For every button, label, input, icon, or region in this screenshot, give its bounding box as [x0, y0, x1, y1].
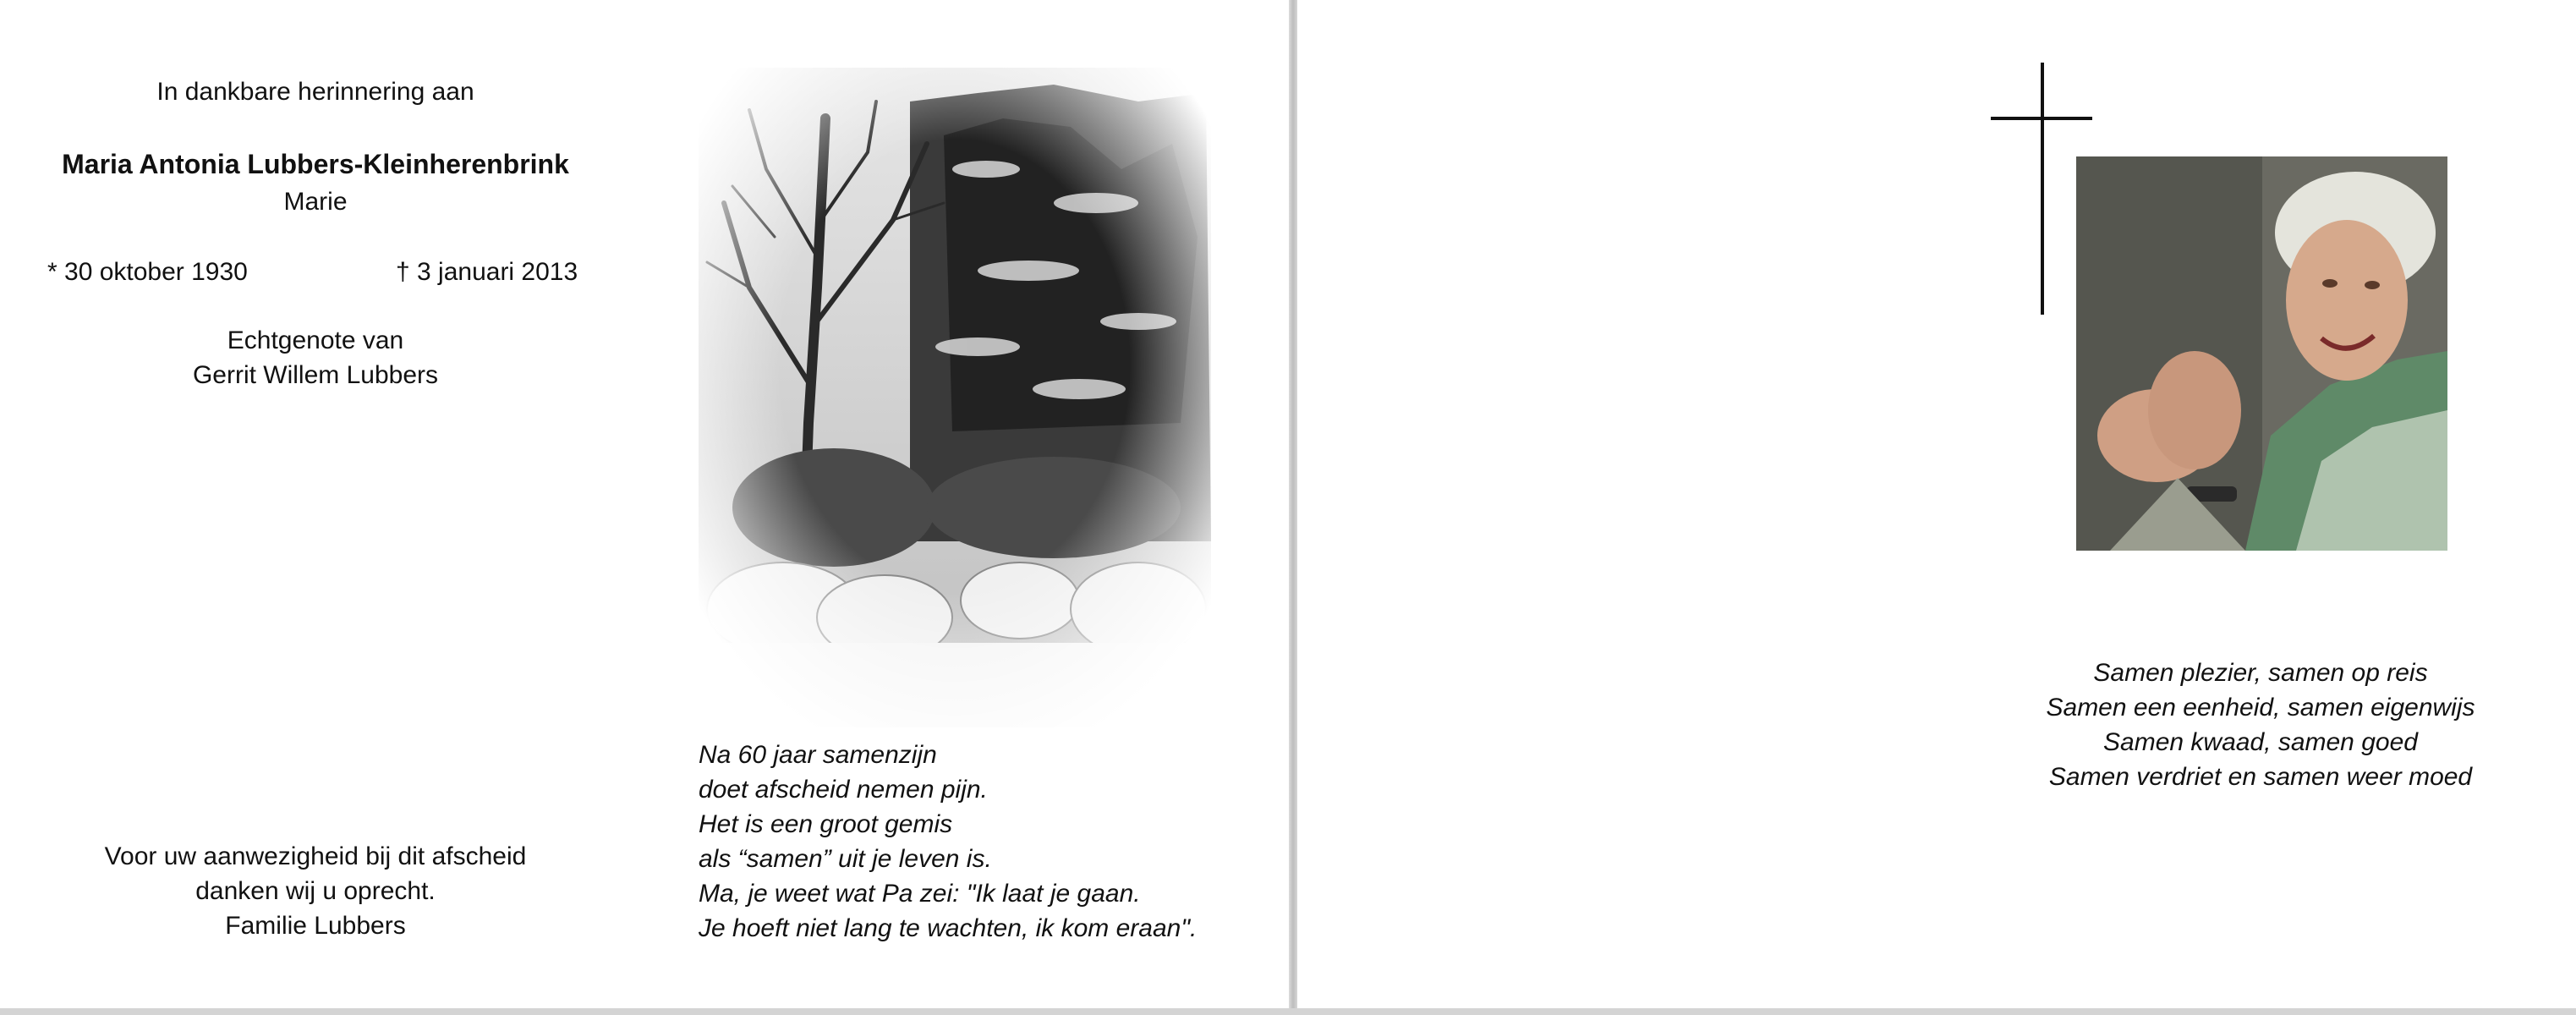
portrait-photo	[2076, 156, 2447, 551]
page-bottom-edge	[0, 1008, 2576, 1015]
death-date: † 3 januari 2013	[396, 258, 578, 286]
left-page	[0, 0, 1289, 1008]
nickname: Marie	[283, 188, 348, 216]
poem-line: Samen verdriet en samen weer moed	[2048, 763, 2473, 791]
winter-landscape-photo	[699, 68, 1211, 727]
thanks-line: Voor uw aanwezigheid bij dit afscheid	[104, 842, 527, 870]
thanks-line: danken wij u oprecht.	[195, 877, 436, 905]
poem-line: Samen plezier, samen op reis	[2093, 659, 2428, 687]
cross-icon-horizontal	[1991, 117, 2092, 120]
card-fold	[1289, 0, 1297, 1015]
cross-icon-vertical	[2041, 63, 2044, 315]
spouse-line: Echtgenote van	[227, 326, 404, 354]
spouse-text	[0, 323, 631, 392]
thanks-text	[0, 839, 631, 943]
birth-date: * 30 oktober 1930	[47, 258, 248, 286]
poem-line: Ma, je weet wat Pa zei: "Ik laat je gaan.	[699, 880, 1141, 908]
poem-line: Het is een groot gemis	[699, 810, 953, 838]
spouse-line: Gerrit Willem Lubbers	[192, 361, 439, 389]
thanks-line: Familie Lubbers	[225, 912, 406, 940]
poem-line: als “samen” uit je leven is.	[699, 845, 992, 873]
poem-line: Samen kwaad, samen goed	[2103, 728, 2418, 756]
poem-line: Samen een eenheid, samen eigenwijs	[2046, 694, 2475, 721]
poem-line: Je hoeft niet lang te wachten, ik kom eraan".	[699, 914, 1198, 942]
poem-line: doet afscheid nemen pijn.	[699, 776, 988, 804]
intro-text: In dankbare herinnering aan	[156, 78, 474, 106]
poem-left	[699, 738, 1197, 946]
poem-line: Na 60 jaar samenzijn	[699, 741, 937, 769]
poem-right	[1945, 656, 2576, 794]
deceased-name: Maria Antonia Lubbers-Kleinherenbrink	[62, 149, 569, 179]
